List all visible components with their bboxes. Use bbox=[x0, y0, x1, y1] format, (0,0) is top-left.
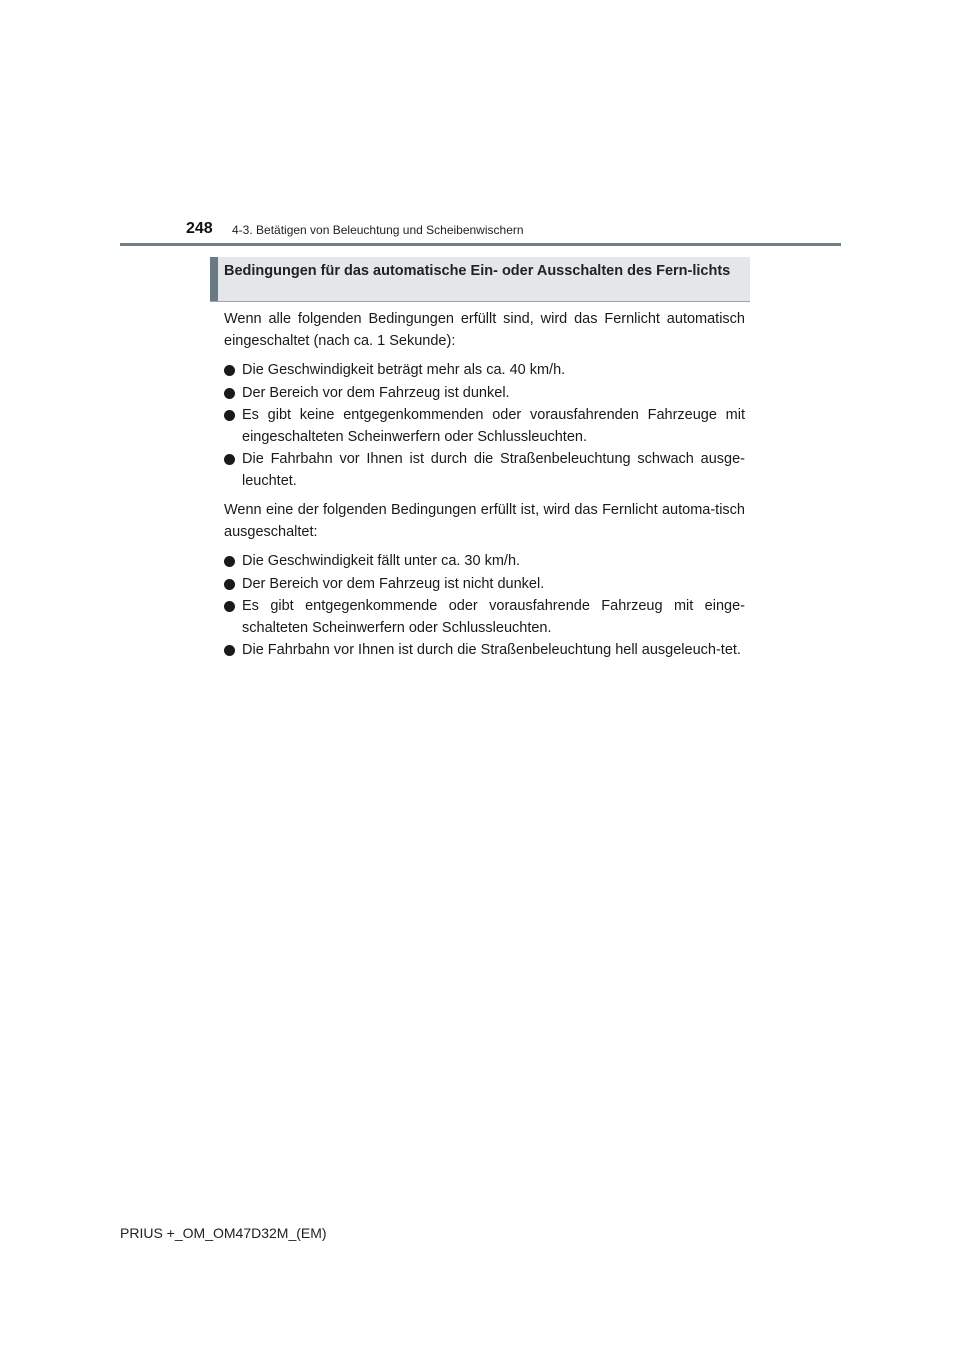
list-item bbox=[224, 596, 745, 639]
list-item-text: Es gibt entgegenkommende oder vorausfahrende Fahrzeug mit einge-schalteten Scheinwerfern oder Schlussleuchten. bbox=[242, 598, 745, 636]
section-accent-bar bbox=[210, 257, 218, 301]
off-conditions-intro: Wenn eine der folgenden Bedingungen erfüllt ist, wird das Fernlicht automa-tisch ausgeschaltet: bbox=[224, 502, 745, 540]
bullet-icon bbox=[224, 556, 235, 567]
list-item-text: Der Bereich vor dem Fahrzeug ist nicht dunkel. bbox=[242, 575, 545, 592]
document-code: PRIUS +_OM_OM47D32M_(EM) bbox=[120, 1225, 327, 1241]
list-item bbox=[224, 574, 745, 596]
bullet-icon bbox=[224, 645, 235, 656]
list-item-text: Die Geschwindigkeit beträgt mehr als ca. 40 km/h. bbox=[242, 362, 566, 378]
list-item-text: Es gibt keine entgegenkommenden oder vorausfahrenden Fahrzeuge mit eingeschalteten Scheinwerfern oder Schlussleuchten. bbox=[242, 407, 745, 445]
list-item-text: Der Bereich vor dem Fahrzeug ist dunkel. bbox=[242, 384, 510, 401]
list-item bbox=[224, 405, 745, 448]
list-item bbox=[224, 640, 745, 662]
bullet-icon bbox=[224, 388, 235, 399]
bullet-icon bbox=[224, 601, 235, 612]
list-item bbox=[224, 360, 745, 382]
page-number: 248 bbox=[186, 220, 213, 237]
header-rule bbox=[120, 243, 841, 246]
bullet-icon bbox=[224, 410, 235, 421]
list-item-text: Die Geschwindigkeit fällt unter ca. 30 km/h. bbox=[242, 553, 521, 569]
bullet-icon bbox=[224, 454, 235, 465]
on-conditions-intro: Wenn alle folgenden Bedingungen erfüllt sind, wird das Fernlicht automatisch eingeschaltet (nach ca. 1 Sekunde): bbox=[224, 311, 745, 349]
list-item bbox=[224, 551, 745, 573]
off-conditions-list bbox=[224, 551, 745, 662]
list-item bbox=[224, 383, 745, 405]
list-item-text: Die Fahrbahn vor Ihnen ist durch die Straßenbeleuchtung schwach ausge-leuchtet. bbox=[242, 451, 745, 489]
bullet-icon bbox=[224, 579, 235, 590]
bullet-icon bbox=[224, 365, 235, 376]
list-item bbox=[224, 449, 745, 492]
section-heading-box bbox=[210, 257, 750, 302]
list-item-text: Die Fahrbahn vor Ihnen ist durch die Straßenbeleuchtung hell ausgeleuch-tet. bbox=[242, 642, 741, 658]
section-title: Bedingungen für das automatische Ein- oder Ausschalten des Fern-lichts bbox=[224, 263, 731, 279]
main-content bbox=[224, 309, 745, 670]
chapter-title: 4-3. Betätigen von Beleuchtung und Scheibenwischern bbox=[232, 223, 524, 237]
on-conditions-list bbox=[224, 360, 745, 492]
